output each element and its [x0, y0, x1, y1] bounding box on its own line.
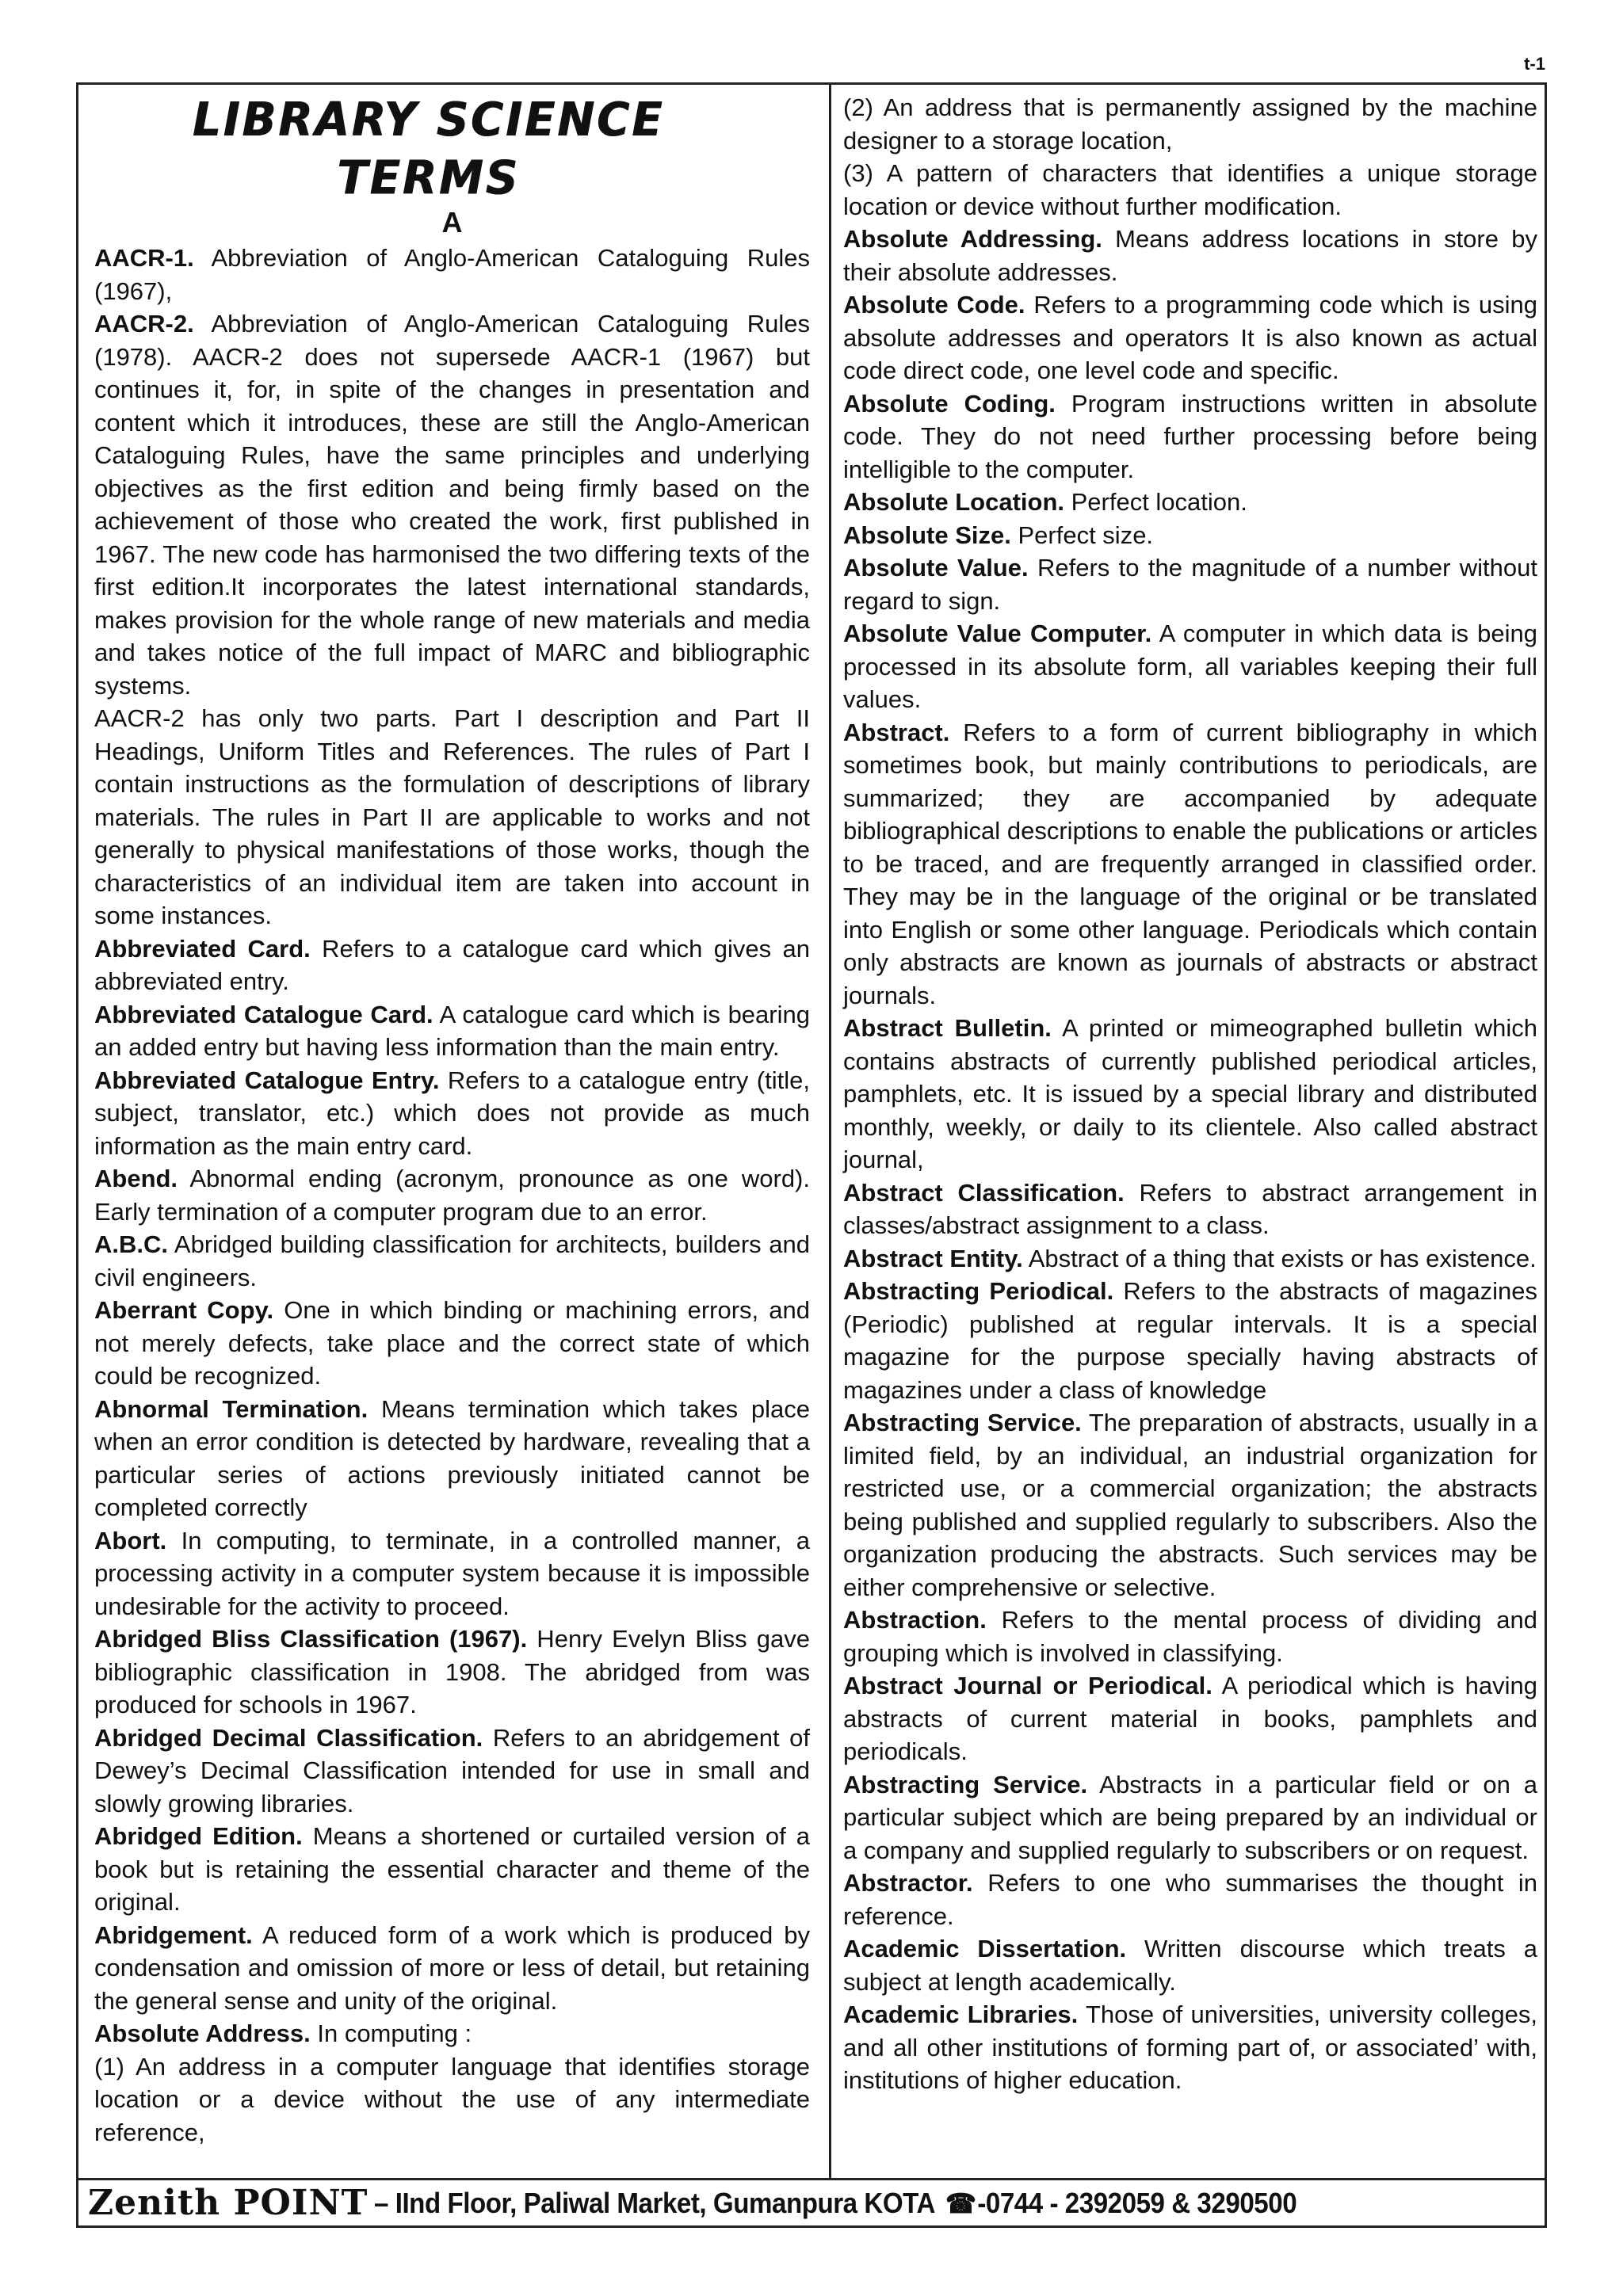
entry-definition: A reduced form of a work which is produced by condensation and omission of more or less of detail, but retaining the general sense and unity of the original.	[94, 1920, 810, 2015]
entry-definition: Refers to a programming code which is using absolute addresses and operators It is also known as actual code direct code, one level code and specific.	[843, 291, 1538, 384]
entry-term: Abstracting Service.	[843, 1409, 1082, 1436]
glossary-entry	[843, 1406, 1537, 1604]
left-entry-list	[94, 242, 810, 2149]
right-entry-list	[843, 91, 1537, 2097]
entry-definition: Refers to abstract arrangement in classes/abstract assignment to a class.	[843, 1178, 1538, 1239]
entry-term: Abstract.	[843, 718, 950, 746]
glossary-entry	[843, 1768, 1537, 1867]
entry-term: AACR-2.	[94, 310, 194, 338]
glossary-entry	[843, 91, 1537, 157]
glossary-entry	[94, 1623, 810, 1722]
entry-definition: (1) An address in a computer language that identifies storage location or a device without the use of any intermediate reference,	[94, 2052, 810, 2146]
entry-term: Abbreviated Card.	[94, 934, 311, 963]
right-column	[843, 91, 1537, 2225]
entry-definition: Henry Evelyn Bliss gave bibliographic classification in 1908. The abridged from was produced for schools in 1967.	[94, 1625, 811, 1718]
glossary-entry	[94, 1228, 810, 1294]
glossary-entry	[94, 1162, 810, 1228]
glossary-entry	[843, 223, 1537, 288]
entry-term: Academic Dissertation.	[843, 1935, 1127, 1962]
entry-definition: A catalogue card which is bearing an added entry but having less information than the main entry.	[94, 1000, 810, 1061]
entry-term: Absolute Addressing.	[843, 225, 1102, 253]
entry-term: Abridged Edition.	[94, 1822, 303, 1850]
entry-definition: In computing, to terminate, in a controlled manner, a processing activity in a computer system because it is impossible undesirable for the activity to proceed.	[94, 1526, 810, 1620]
entry-definition: (3) A pattern of characters that identifies a unique storage location or device without further modification.	[843, 159, 1537, 220]
entry-definition: Means termination which takes place when an error condition is detected by hardware, revealing that a particular series of actions previously initiated cannot be completed correctly	[94, 1394, 810, 1521]
entry-term: Abstracting Service.	[843, 1770, 1088, 1798]
glossary-entry	[843, 1242, 1537, 1276]
entry-definition: Abbreviation of Anglo-American Cataloguing Rules (1978). AACR-2 does not supersede AACR-1 (1967) but continues it, for, in spite of the changes in presentation and content which it introduces, these are still the Anglo-American Cataloguing Rules, have the same principles and underlying objectives as the first edition and being firmly based on the achievement of those who created the work, first published in 1967. The new code has harmonised the two differing texts of the first edition.It incorporates the latest international standards, makes provision for the whole range of new materials and media and takes notice of the full impact of MARC and bibliographic systems.	[94, 310, 810, 700]
brand-name: Zenith POINT	[88, 2183, 369, 2223]
entry-definition: Abbreviation of Anglo-American Cataloguing Rules (1967),	[94, 244, 810, 305]
entry-term: Aberrant Copy.	[94, 1296, 274, 1324]
entry-definition: Refers to the magnitude of a number without regard to sign.	[843, 554, 1537, 615]
entry-definition: Refers to the mental process of dividing and grouping which is involved in classifying.	[843, 1606, 1537, 1667]
entry-definition: Abridged building classification for architects, builders and civil engineers.	[94, 1230, 810, 1291]
entry-definition: In computing :	[310, 2019, 472, 2047]
entry-term: Abstract Entity.	[843, 1244, 1023, 1272]
glossary-entry	[94, 2017, 810, 2050]
entry-term: Absolute Location.	[843, 488, 1064, 516]
left-column	[94, 91, 810, 2225]
entry-term: Abstractor.	[843, 1869, 973, 1897]
entry-definition: Refers to a catalogue entry (title, subject, translator, etc.) which does not provide as much information as the main entry card.	[94, 1066, 810, 1160]
glossary-entry	[94, 1524, 810, 1623]
glossary-entry	[843, 551, 1537, 617]
entry-definition: Program instructions written in absolute code. They do not need further processing before being intelligible to the computer.	[843, 389, 1537, 483]
glossary-entry	[94, 702, 810, 933]
glossary-entry	[94, 1820, 810, 1919]
glossary-entry	[843, 1012, 1537, 1177]
entry-term: Absolute Value.	[843, 554, 1029, 582]
entry-term: Abstract Bulletin.	[843, 1014, 1052, 1042]
entry-definition: Means address locations in store by their absolute addresses.	[843, 225, 1537, 286]
glossary-entry	[94, 242, 810, 307]
entry-term: Absolute Value Computer.	[843, 620, 1152, 647]
entry-definition: One in which binding or machining errors, and not merely defects, take place and the correct state of which could be recognized.	[94, 1296, 810, 1390]
entry-definition: Written discourse which treats a subject at length academically.	[843, 1935, 1537, 1996]
entry-term: Abridged Decimal Classification.	[94, 1723, 483, 1752]
glossary-entry	[843, 617, 1537, 716]
glossary-entry	[94, 307, 810, 702]
telephone-icon: ☎	[945, 2188, 976, 2219]
glossary-entry	[94, 1393, 810, 1524]
glossary-entry	[94, 1919, 810, 2018]
section-letter: A	[441, 206, 463, 238]
entry-definition: Refers to an abridgement of Dewey’s Decimal Classification intended for use in small and slowly growing libraries.	[94, 1723, 810, 1817]
glossary-entry	[843, 1998, 1537, 2097]
entry-definition: Perfect size.	[1010, 521, 1154, 549]
entry-definition: A periodical which is having abstracts of current material in books, pamphlets and periodicals.	[843, 1672, 1537, 1765]
entry-term: AACR-1.	[94, 244, 194, 272]
glossary-entry	[843, 288, 1537, 387]
entry-definition: A printed or mimeographed bulletin which contains abstracts of currently published periodical articles, pamphlets, etc. It is issued by a special library and distributed monthly, weekly, or daily to its clientele. Also called abstract journal,	[843, 1014, 1537, 1173]
entry-term: Abbreviated Catalogue Entry.	[94, 1066, 440, 1094]
page-number: t-1	[1524, 54, 1545, 74]
glossary-entry	[94, 1294, 810, 1393]
entry-term: Abstraction.	[843, 1606, 987, 1634]
entry-definition: Means a shortened or curtailed version of a book but is retaining the essential character and theme of the original.	[94, 1822, 810, 1916]
glossary-entry	[843, 1669, 1537, 1768]
glossary-entry	[843, 486, 1537, 519]
entry-definition: Perfect location.	[1064, 488, 1247, 516]
entry-definition: Those of universities, university colleges, and all other institutions of forming part of, or associated’ with, institutions of higher education.	[843, 2000, 1537, 2094]
glossary-entry	[843, 1177, 1537, 1242]
entry-term: Abridged Bliss Classification (1967).	[94, 1625, 528, 1653]
footer	[78, 2180, 1545, 2225]
entry-definition: Refers to a form of current bibliography in which sometimes book, but mainly contributions to periodicals, are summarized; they are accompanied by adequate bibliographical descriptions to enable the publications or articles to be traced, and are frequently arranged in classified order. They may be in the language of the original or be translated into English or some other language. Periodicals which contain only abstracts are known as journals of abstracts or abstract journals.	[843, 718, 1537, 1009]
entry-definition: AACR-2 has only two parts. Part I description and Part II Headings, Uniform Titles and References. The rules of Part I contain instructions as the formulation of descriptions of library materials. The rules in Part II are applicable to works and not generally to physical manifestations of those works, though the characteristics of an individual item are taken into account in some instances.	[94, 704, 810, 929]
glossary-entry	[843, 716, 1537, 1013]
entry-term: Absolute Coding.	[843, 389, 1056, 418]
entry-definition: Abstract of a thing that exists or has existence.	[1022, 1244, 1537, 1272]
entry-definition: Refers to the abstracts of magazines (Periodic) published at regular intervals. It is a special magazine for the purpose specially having abstracts of magazines under a class of knowledge	[843, 1277, 1538, 1404]
entry-term: Abridgement.	[94, 1920, 253, 1949]
entry-term: A.B.C.	[94, 1230, 168, 1258]
glossary-entry	[94, 1722, 810, 1821]
entry-term: Abnormal Termination.	[94, 1394, 369, 1423]
entry-definition: The preparation of abstracts, usually in a limited field, by an individual, an industrial organization for restricted use, or a commercial organization; the abstracts being published and supplied regularly to subscribers. Also the organization producing the abstracts. Such services may be either comprehensive or selective.	[843, 1409, 1537, 1601]
entry-definition: Refers to one who summarises the thought in reference.	[843, 1869, 1537, 1930]
footer-address	[374, 2187, 1296, 2220]
glossary-entry	[94, 933, 810, 998]
glossary-entry	[843, 1867, 1537, 1932]
entry-term: Academic Libraries.	[843, 2000, 1079, 2028]
entry-term: Absolute Code.	[843, 291, 1025, 318]
entry-term: Absolute Size.	[843, 521, 1011, 549]
entry-term: Abstract Journal or Periodical.	[843, 1672, 1212, 1699]
glossary-entry	[843, 387, 1537, 486]
glossary-entry	[94, 1064, 810, 1163]
entry-term: Abstracting Periodical.	[843, 1277, 1114, 1305]
entry-definition: Abstracts in a particular field or on a particular subject which are being prepared by an individual or a company and supplied regularly to subscribers or on request.	[843, 1770, 1537, 1864]
page-title: LIBRARY SCIENCE TERMS	[192, 93, 665, 206]
glossary-entry	[94, 998, 810, 1064]
glossary-entry	[843, 157, 1537, 223]
entry-term: Absolute Address.	[94, 2019, 311, 2047]
entry-term: Abstract Classification.	[843, 1178, 1125, 1207]
address-text: – IInd Floor, Paliwal Market, Gumanpura KOTA	[374, 2186, 935, 2219]
entry-definition: Abnormal ending (acronym, pronounce as one word). Early termination of a computer program due to an error.	[94, 1165, 810, 1226]
entry-definition: Refers to a catalogue card which gives an abbreviated entry.	[94, 934, 811, 995]
page-frame	[76, 82, 1547, 2228]
entry-term: Abbreviated Catalogue Card.	[94, 1000, 433, 1028]
entry-definition: A computer in which data is being processed in its absolute form, all variables keeping their full values.	[843, 620, 1538, 713]
glossary-entry	[843, 1604, 1537, 1669]
glossary-entry	[843, 1932, 1537, 1998]
entry-definition: (2) An address that is permanently assigned by the machine designer to a storage location,	[843, 93, 1537, 154]
entry-term: Abort.	[94, 1526, 167, 1554]
phone-numbers: -0744 - 2392059 & 3290500	[977, 2186, 1297, 2219]
glossary-entry	[843, 519, 1537, 552]
glossary-entry	[94, 2050, 810, 2149]
glossary-entry	[843, 1275, 1537, 1406]
column-divider	[829, 85, 831, 2178]
entry-term: Abend.	[94, 1165, 178, 1192]
